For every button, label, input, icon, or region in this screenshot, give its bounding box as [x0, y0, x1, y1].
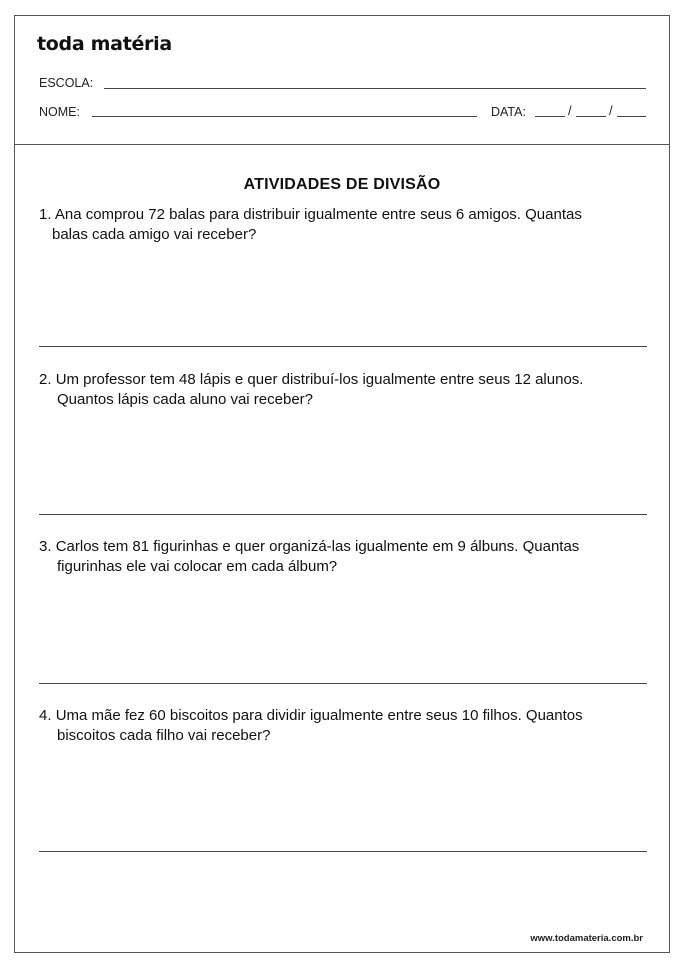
name-label: NOME:	[39, 105, 80, 119]
question-text: Ana comprou 72 balas para distribuir igualmente entre seus 6 amigos. Quantas	[54, 206, 582, 223]
school-line[interactable]	[104, 88, 646, 89]
question-number: 1.	[39, 206, 52, 223]
question-number: 3.	[39, 538, 52, 555]
brand-logo: toda matéria	[37, 33, 172, 55]
name-line[interactable]	[92, 116, 477, 117]
answer-line-2[interactable]	[39, 514, 647, 515]
question-1	[39, 205, 649, 245]
question-text: Carlos tem 81 figurinhas e quer organizá-las igualmente em 9 álbuns. Quantas	[55, 538, 580, 555]
answer-line-1[interactable]	[39, 346, 647, 347]
question-text-continued: biscoitos cada filho vai receber?	[57, 727, 271, 744]
date-month-line[interactable]	[576, 116, 606, 117]
school-label: ESCOLA:	[39, 76, 94, 90]
question-4	[39, 706, 649, 746]
date-year-line[interactable]	[617, 116, 646, 117]
question-3	[39, 537, 649, 577]
question-text: Uma mãe fez 60 biscoitos para dividir igualmente entre seus 10 filhos. Quantos	[55, 707, 583, 724]
question-text-continued: Quantos lápis cada aluno vai receber?	[57, 391, 313, 408]
date-label: DATA:	[491, 105, 526, 119]
answer-line-4[interactable]	[39, 851, 647, 852]
question-2	[39, 370, 649, 410]
question-text-continued: balas cada amigo vai receber?	[52, 226, 257, 243]
question-text-continued: figurinhas ele vai colocar em cada álbum?	[57, 558, 338, 575]
question-number: 4.	[39, 707, 52, 724]
footer-url: www.todamateria.com.br	[530, 933, 643, 944]
date-separator-2: /	[609, 103, 613, 118]
date-day-line[interactable]	[535, 116, 565, 117]
page-title: ATIVIDADES DE DIVISÃO	[243, 176, 441, 193]
header-divider	[15, 144, 669, 145]
date-separator-1: /	[568, 103, 572, 118]
worksheet-sheet	[14, 15, 670, 953]
question-number: 2.	[39, 371, 52, 388]
answer-line-3[interactable]	[39, 683, 647, 684]
question-text: Um professor tem 48 lápis e quer distribuí-los igualmente entre seus 12 alunos.	[55, 371, 584, 388]
